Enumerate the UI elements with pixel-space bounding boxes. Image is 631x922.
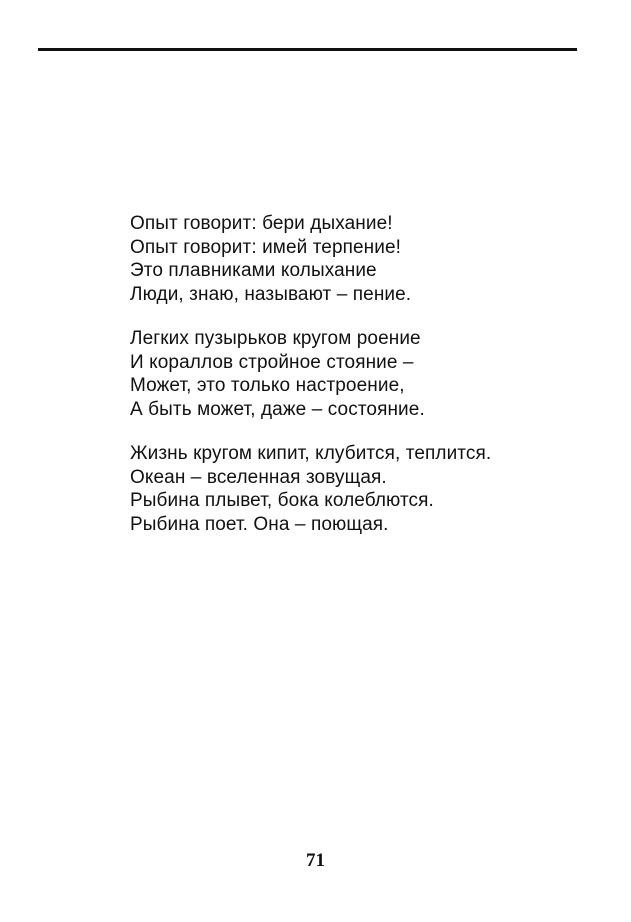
poem-line: Океан – вселенная зовущая. (130, 466, 387, 488)
stanza-1 (130, 212, 600, 306)
stanza-2 (130, 327, 600, 421)
poem (130, 212, 600, 536)
poem-line: Опыт говорит: имей терпение! (130, 236, 402, 258)
poem-line: Люди, знаю, называют – пение. (130, 283, 412, 305)
top-rule (38, 48, 577, 51)
poem-line: Легких пузырьков кругом роение (130, 328, 421, 349)
poem-line: Опыт говорит: бери дыхание! (130, 213, 393, 234)
poem-line: Это плавниками колыхание (130, 260, 377, 281)
poem-line: Жизнь кругом кипит, клубится, теплится. (130, 443, 492, 464)
stanza-3 (130, 442, 600, 536)
poem-line: И кораллов стройное стояние – (130, 351, 414, 373)
poem-line: А быть может, даже – состояние. (130, 398, 425, 420)
page-number: 71 (306, 850, 325, 871)
poem-line: Может, это только настроение, (130, 375, 405, 396)
poem-line: Рыбина поет. Она – поющая. (130, 513, 389, 535)
poem-line: Рыбина плывет, бока колеблются. (130, 490, 434, 511)
